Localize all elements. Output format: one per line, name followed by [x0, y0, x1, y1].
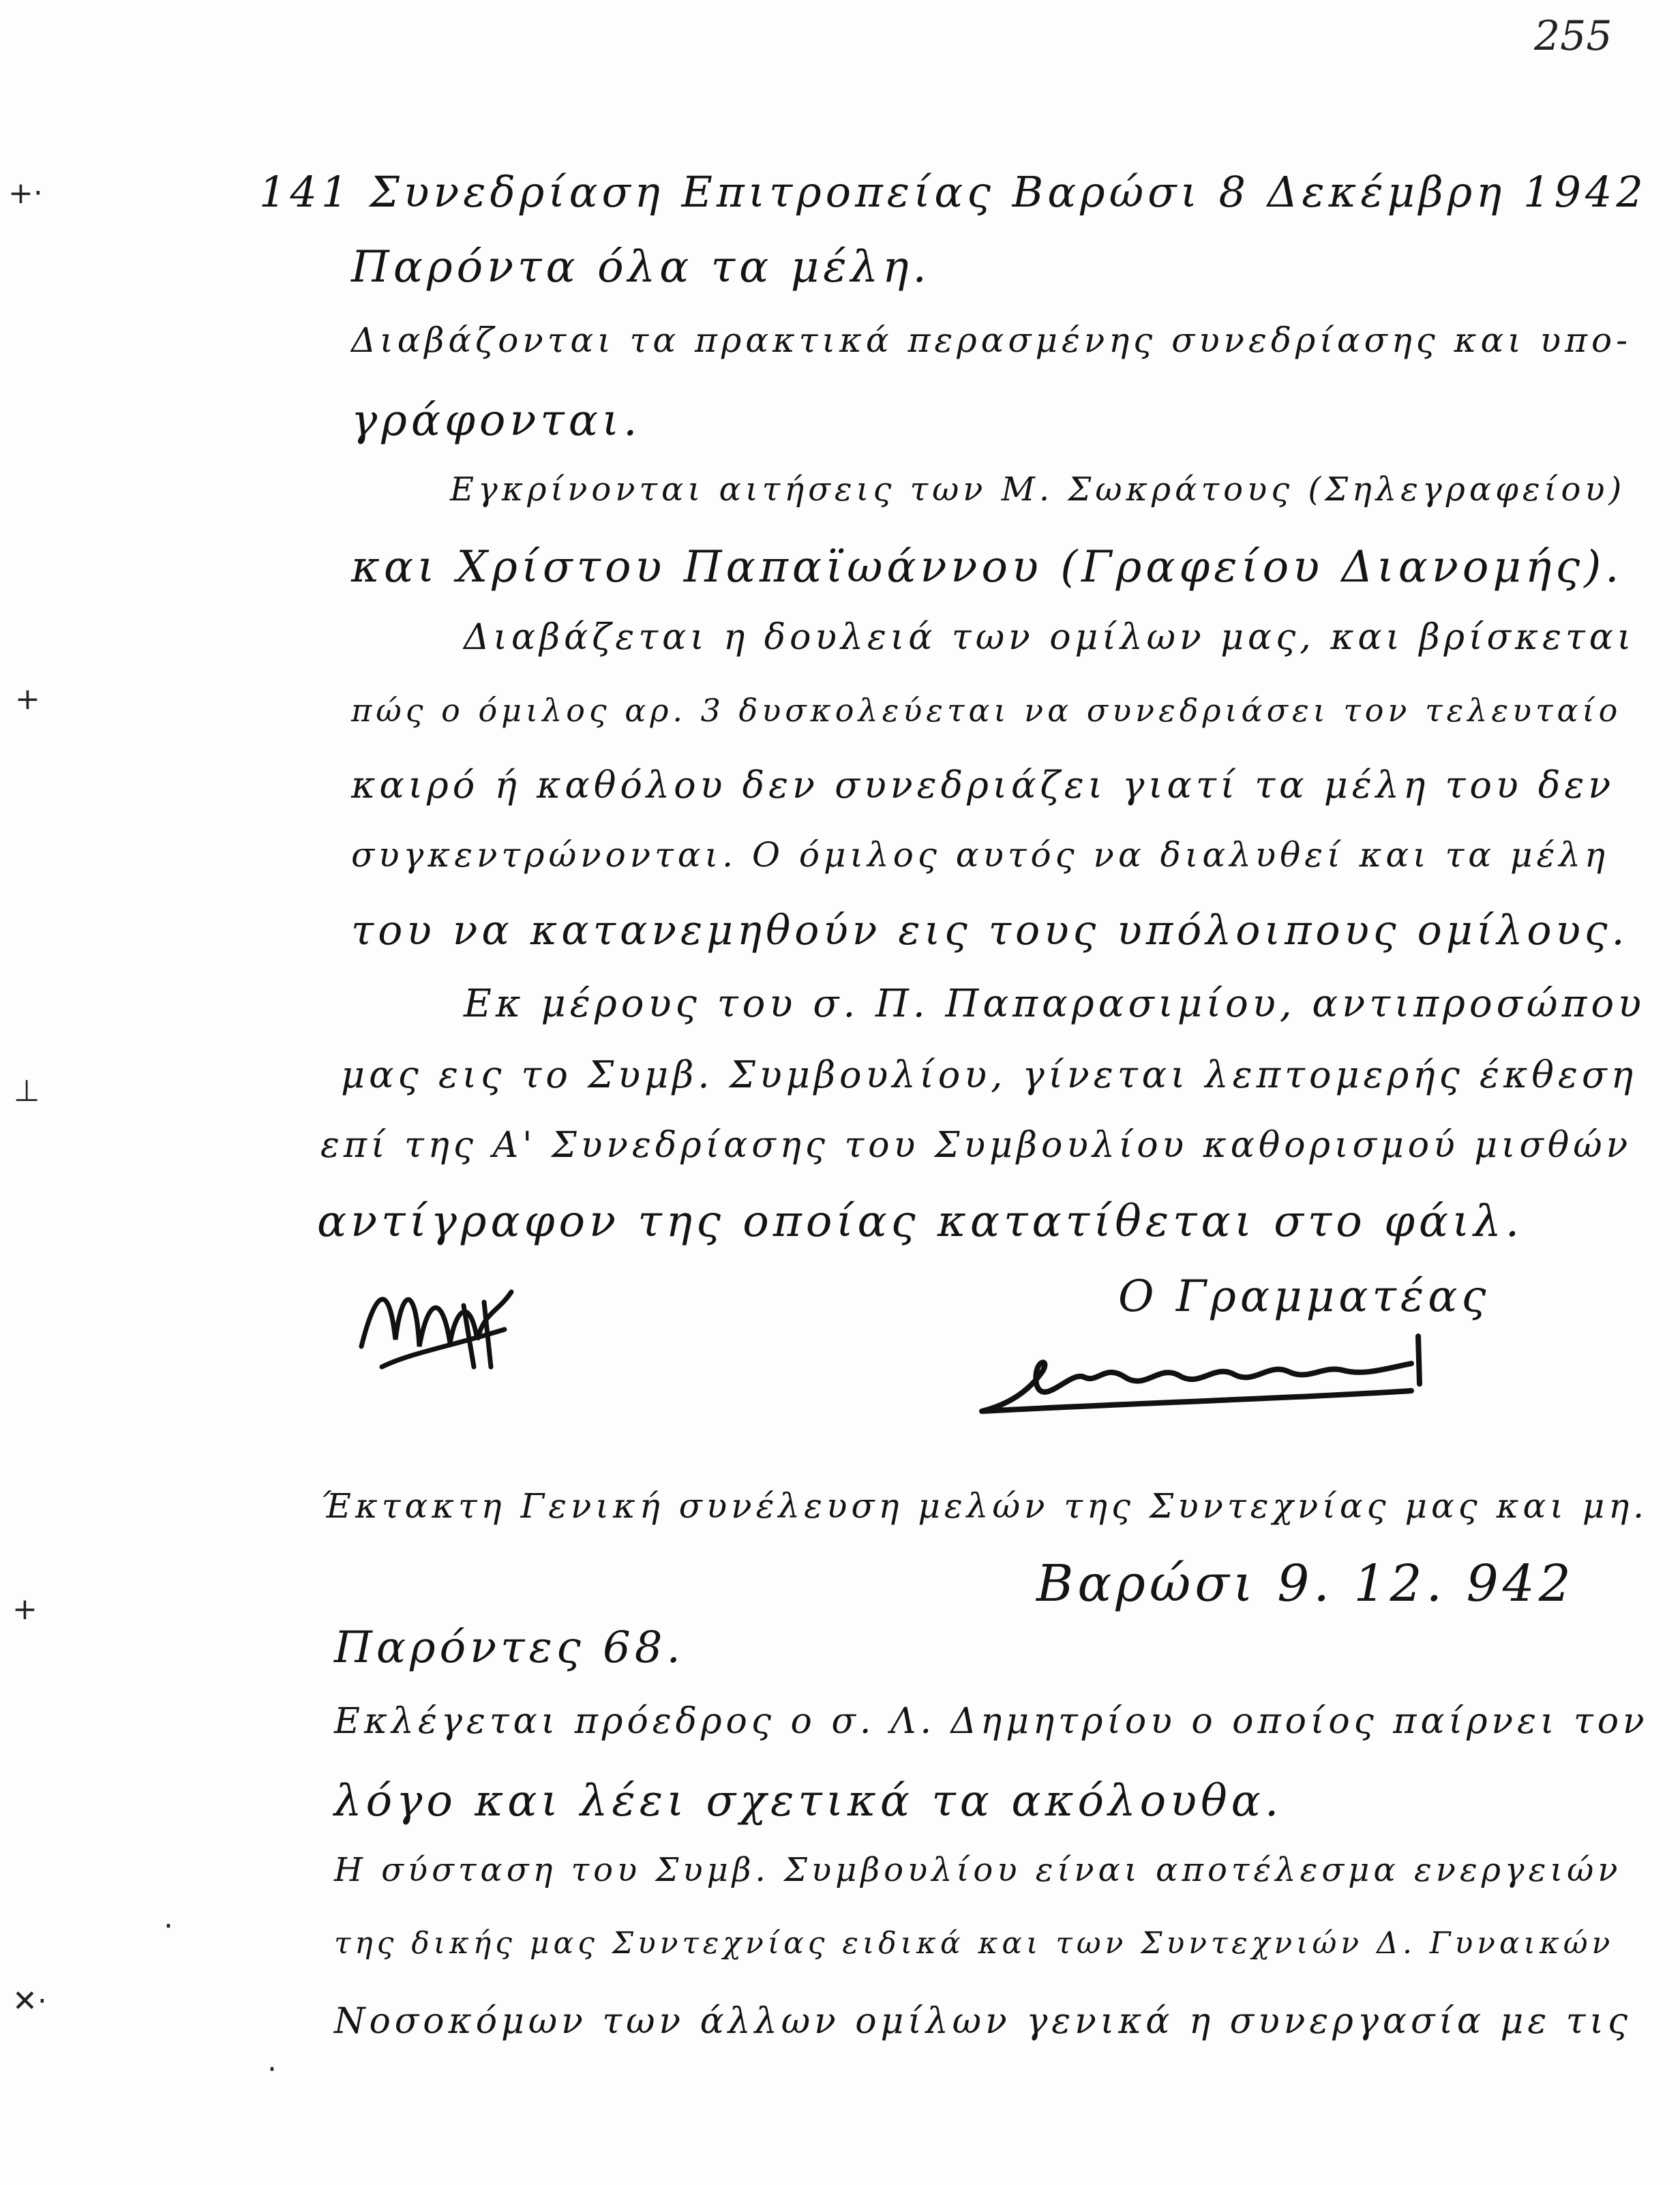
- margin-mark: +: [15, 682, 40, 717]
- text-line: και Χρίστου Παπαϊωάννου (Γραφείου Διανομής).: [351, 542, 1623, 592]
- text-line: Εκ μέρους του σ. Π. Παπαρασιμίου, αντιπροσώπου: [464, 982, 1646, 1026]
- text-line: γράφονται.: [351, 395, 642, 446]
- text-line: του να κατανεμηθούν εις τους υπόλοιπους ομίλους.: [351, 907, 1629, 954]
- text-line: πώς ο όμιλος αρ. 3 δυσκολεύεται να συνεδριάσει τον τελευταίο: [351, 692, 1622, 729]
- minutes-heading-line: 141 Συνεδρίαση Επιτροπείας Βαρώσι 8 Δεκέμβρη 1942: [259, 167, 1647, 217]
- assembly-date: Βαρώσι 9. 12. 942: [1036, 1554, 1575, 1613]
- text-line: λόγο και λέει σχετικά τα ακόλουθα.: [334, 1776, 1283, 1826]
- text-line: Εκλέγεται πρόεδρος ο σ. Λ. Δημητρίου ο οποίος παίρνει τον: [334, 1701, 1649, 1742]
- text-line: Διαβάζεται η δουλειά των ομίλων μας, και βρίσκεται: [464, 617, 1636, 658]
- text-line: Παρόντα όλα τα μέλη.: [351, 242, 931, 292]
- text-line: καιρό ή καθόλου δεν συνεδριάζει γιατί τα μέλη του δεν: [351, 764, 1615, 807]
- secretary-title: Ο Γραμματέας: [1118, 1271, 1490, 1322]
- text-line: αντίγραφον της οποίας κατατίθεται στο φάιλ.: [317, 1196, 1524, 1247]
- text-line: Η σύσταση του Συμβ. Συμβουλίου είναι αποτέλεσμα ενεργειών: [334, 1851, 1622, 1889]
- text-line: Παρόντες 68.: [334, 1623, 685, 1673]
- margin-mark: ✕·: [12, 1984, 47, 2019]
- assembly-heading-line: Έκτακτη Γενική συνέλευση μελών της Συντεχνίας μας και μη.: [320, 1486, 1649, 1526]
- text-line: συγκεντρώνονται. Ο όμιλος αυτός να διαλυθεί και τα μέλη: [351, 835, 1609, 875]
- margin-mark: +: [12, 1592, 38, 1627]
- margin-mark: ·: [164, 1909, 173, 1944]
- text-line: επί της Α' Συνεδρίασης του Συμβουλίου καθορισμού μισθών: [320, 1125, 1632, 1166]
- margin-mark: ⊥: [14, 1074, 40, 1109]
- signature-left: [355, 1265, 525, 1381]
- margin-mark: ·: [267, 2052, 277, 2087]
- text-line: Εγκρίνονται αιτήσεις των Μ. Σωκράτους (Σηλεγραφείου): [450, 470, 1626, 509]
- margin-mark: +·: [8, 176, 43, 211]
- text-line: Νοσοκόμων των άλλων ομίλων γενικά η συνεργασία με τις: [334, 2001, 1632, 2042]
- text-line: της δικής μας Συντεχνίας ειδικά και των Συντεχνιών Δ. Γυναικών: [334, 1926, 1615, 1961]
- signature-secretary: [968, 1329, 1534, 1438]
- text-line: μας εις το Συμβ. Συμβουλίου, γίνεται λεπτομερής έκθεση: [341, 1053, 1638, 1096]
- page-number: 255: [1534, 12, 1612, 60]
- text-line: Διαβάζονται τα πρακτικά περασμένης συνεδρίασης και υπο-: [351, 320, 1632, 360]
